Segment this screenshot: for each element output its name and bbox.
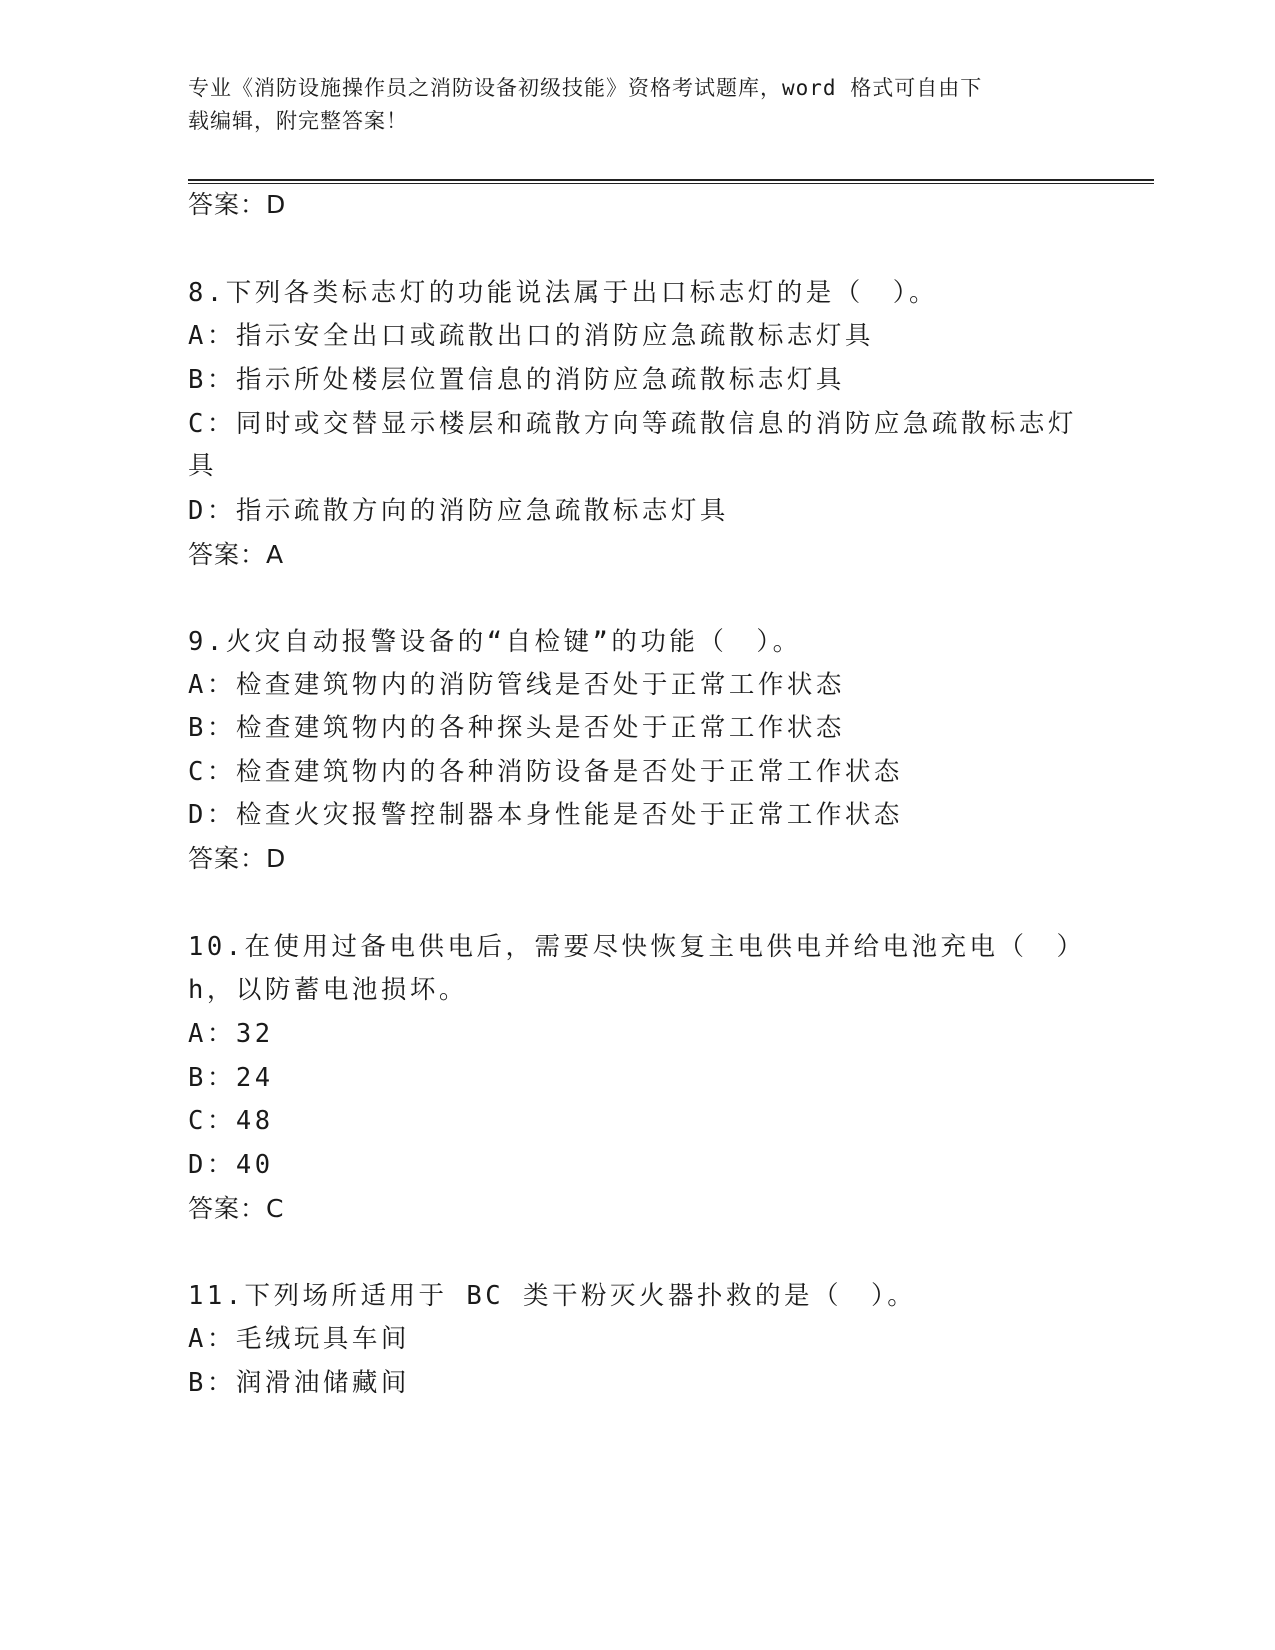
question-9-answer: 答案：D [188, 844, 287, 873]
header-line-2: 载编辑，附完整答案！ [188, 109, 408, 133]
question-9-option-b: B：检查建筑物内的各种探头是否处于正常工作状态 [188, 713, 845, 743]
question-8-option-c: C：同时或交替显示楼层和疏散方向等疏散信息的消防应急疏散标志灯 [188, 409, 1077, 439]
document-header [188, 72, 1068, 138]
question-10-stem-cont: h，以防蓄电池损坏。 [188, 975, 468, 1005]
header-line-1: 专业《消防设施操作员之消防设备初级技能》资格考试题库，word 格式可自由下 [188, 76, 983, 100]
question-10-option-a: A：32 [188, 1019, 274, 1049]
header-divider-thin [188, 183, 1154, 184]
question-9-option-c: C：检查建筑物内的各种消防设备是否处于正常工作状态 [188, 757, 903, 787]
question-8-answer: 答案：A [188, 540, 285, 569]
question-10-stem: 10.在使用过备电供电后，需要尽快恢复主电供电并给电池充电（ ） [188, 932, 1086, 962]
header-divider-thick [188, 179, 1154, 181]
question-10-option-d: D：40 [188, 1150, 274, 1180]
previous-answer: 答案：D [188, 190, 287, 219]
question-10-answer: 答案：C [188, 1194, 285, 1223]
question-8-option-a: A：指示安全出口或疏散出口的消防应急疏散标志灯具 [188, 321, 874, 351]
question-11-option-b: B：润滑油储藏间 [188, 1368, 410, 1398]
question-8-option-d: D：指示疏散方向的消防应急疏散标志灯具 [188, 496, 729, 526]
question-9-option-d: D：检查火灾报警控制器本身性能是否处于正常工作状态 [188, 800, 903, 830]
question-10-option-c: C：48 [188, 1106, 274, 1136]
question-8-stem: 8.下列各类标志灯的功能说法属于出口标志灯的是（ ）。 [188, 278, 938, 308]
question-11-option-a: A：毛绒玩具车间 [188, 1324, 410, 1354]
question-11-stem: 11.下列场所适用于 BC 类干粉灭火器扑救的是（ ）。 [188, 1281, 917, 1311]
question-8-option-c-cont: 具 [188, 451, 218, 481]
question-8-option-b: B：指示所处楼层位置信息的消防应急疏散标志灯具 [188, 365, 845, 395]
question-9-option-a: A：检查建筑物内的消防管线是否处于正常工作状态 [188, 670, 845, 700]
question-9-stem: 9.火灾自动报警设备的“自检键”的功能（ ）。 [188, 627, 802, 657]
question-10-option-b: B：24 [188, 1063, 274, 1093]
